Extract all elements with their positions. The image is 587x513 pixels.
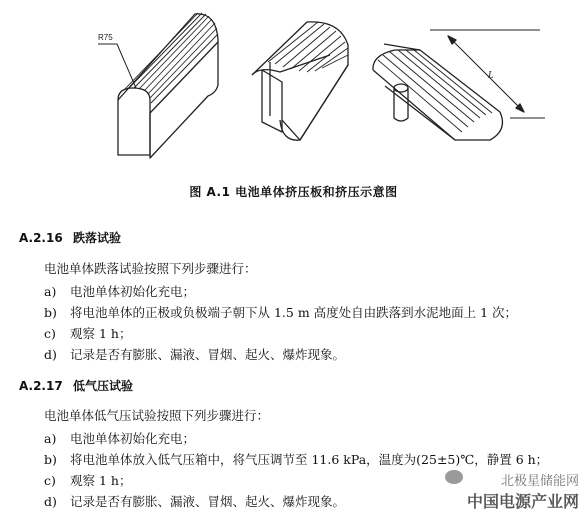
list-text: 将电池单体放入低气压箱中，将气压调节至 11.6 kPa，温度为(25±5)℃，静置 6 h； [70,452,549,467]
press-bar-left [98,13,218,158]
list-text: 电池单体初始化充电； [70,284,196,299]
list-item [44,303,517,321]
list-text: 将电池单体的正极或负极端子朝下从 1.5 m 高度处自由跌落到水泥地面上 1 次； [70,305,518,320]
list-label: a) [44,284,57,299]
list-text: 观察 1 h； [70,326,132,341]
list-text: 观察 1 h； [70,473,132,488]
list-label: a) [44,431,57,446]
figure-caption: 图 A.1 电池单体挤压板和挤压示意图 [189,185,398,199]
list-item [44,450,548,468]
list-text: 记录是否有膨胀、漏液、冒烟、起火、爆炸现象。 [70,347,346,362]
wechat-icon [445,470,463,484]
label-r75: R75 [98,33,113,42]
list-label: d) [44,494,57,509]
list-item [44,282,195,300]
list-text: 电池单体初始化充电； [70,431,196,446]
section-intro: 电池单体跌落试验按照下列步骤进行： [44,261,257,276]
label-l: L [488,70,494,81]
list-label: b) [44,452,57,467]
list-label: c) [44,473,56,488]
watermark-line2: 中国电源产业网 [466,492,579,511]
list-item [44,492,345,510]
section-intro: 电池单体低气压试验按照下列步骤进行： [44,408,270,423]
figure-a1 [0,0,587,178]
list-text: 记录是否有膨胀、漏液、冒烟、起火、爆炸现象。 [70,494,346,509]
list-label: d) [44,347,57,362]
section-title: 低气压试验 [73,379,134,393]
list-item [44,429,195,447]
list-label: c) [44,326,56,341]
section-title: 跌落试验 [73,231,122,245]
watermark-line1: 北极星储能网 [500,474,579,489]
list-item [44,345,345,363]
press-bar-middle [252,22,348,140]
section-heading-drop-test [19,229,121,246]
list-item [44,324,131,342]
section-heading-low-pressure-test [19,377,133,394]
list-item [44,471,131,489]
section-number: A.2.16 [19,231,63,245]
press-bar-right [373,30,545,140]
section-number: A.2.17 [19,379,63,393]
list-label: b) [44,305,57,320]
